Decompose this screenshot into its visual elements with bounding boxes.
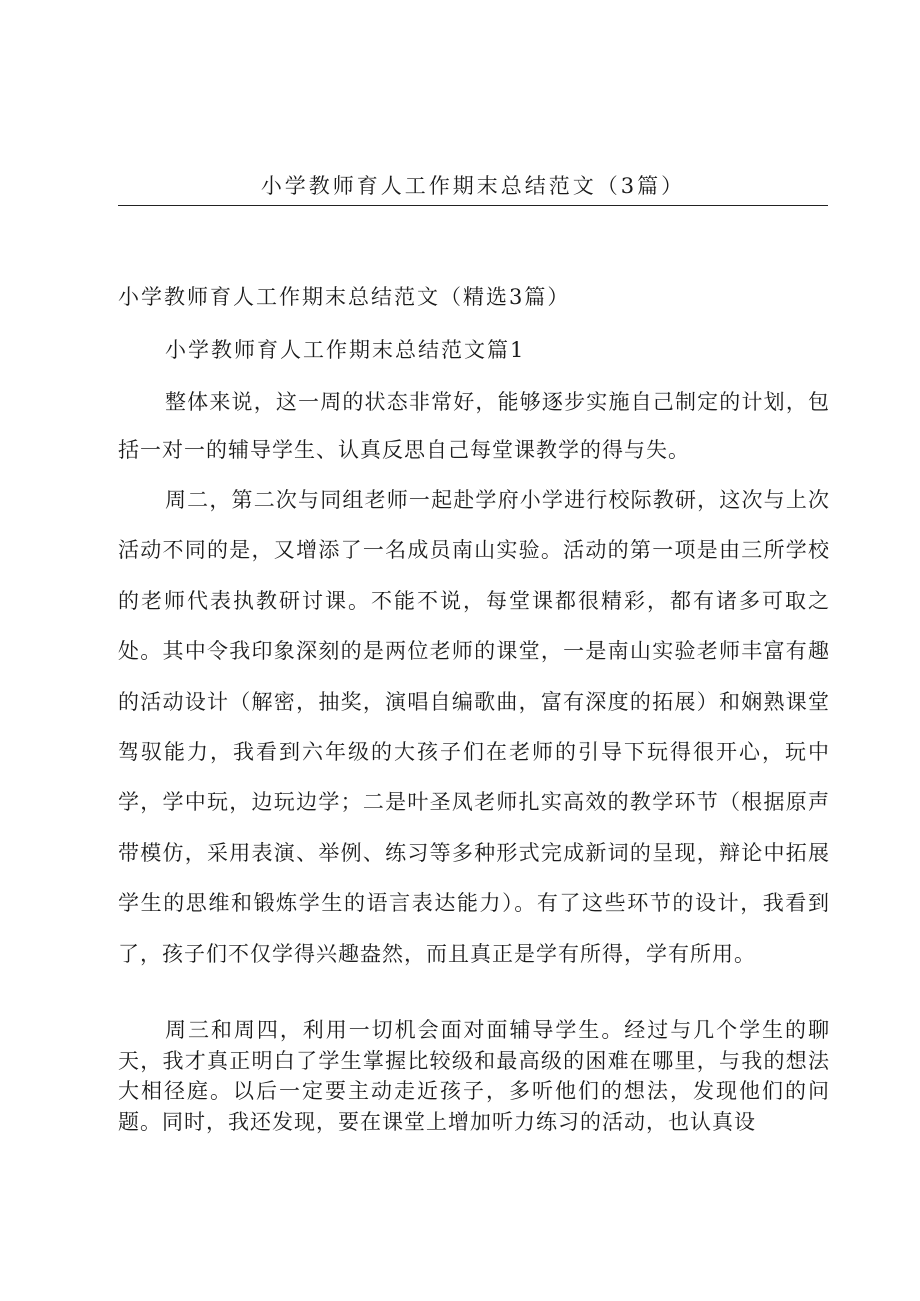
document-subtitle: 小学教师育人工作期末总结范文（精选3篇） [118, 285, 571, 309]
paragraph-2: 周二，第二次与同组老师一起赴学府小学进行校际教研，这次与上次活动不同的是，又增添了一名成员南山实验。活动的第一项是由三所学校的老师代表执教研讨课。不能不说，每堂课都很精彩，都有诸多可取之处。其中令我印象深刻的是两位老师的课堂，一是南山实验老师丰富有趣的活动设计（解密，抽奖，演唱自编歌曲，富有深度的拓展）和娴熟课堂驾驭能力，我看到六年级的大孩子们在老师的引导下玩得很开心，玩中学，学中玩，边玩边学；二是叶圣凤老师扎实高效的教学环节（根据原声带模仿，采用表演、举例、练习等多种形式完成新词的呈现，辩论中拓展学生的思维和锻炼学生的语言表达能力）。有了这些环节的设计，我看到了，孩子们不仅学得兴趣盎然，而且真正是学有所得，学有所用。 [118, 488, 830, 966]
header-divider [118, 205, 828, 206]
section-title: 小学教师育人工作期末总结范文篇1 [165, 338, 526, 362]
paragraph-3: 周三和周四，利用一切机会面对面辅导学生。经过与几个学生的聊天，我才真正明白了学生掌握比较级和最高级的困难在哪里，与我的想法大相径庭。以后一定要主动走近孩子，多听他们的想法，发现他们的问题。同时，我还发现，要在课堂上增加听力练习的活动，也认真设 [118, 1018, 830, 1134]
document-header-title: 小学教师育人工作期末总结范文（3篇） [260, 174, 686, 198]
paragraph-1: 整体来说，这一周的状态非常好，能够逐步实施自己制定的计划，包括一对一的辅导学生、认真反思自己每堂课教学的得与失。 [118, 390, 830, 462]
